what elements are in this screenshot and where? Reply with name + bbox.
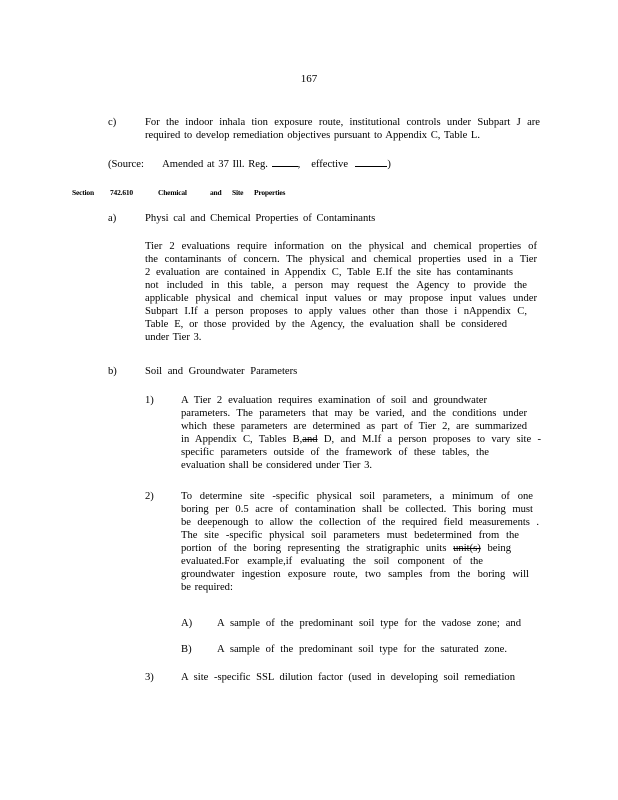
text-line: be deepenough to allow the collection of the required field measurements . [181, 517, 539, 528]
source-effective: effective [311, 159, 349, 170]
text-line: A Tier 2 evaluation requires examination of soil and groundwater [181, 395, 487, 406]
source-open: (Source: [108, 159, 144, 170]
item-b1-paragraph [181, 394, 542, 472]
item-a-label: a) [108, 213, 117, 224]
deleted-text: and [302, 434, 318, 445]
item-b3-label: 3) [145, 672, 154, 683]
item-c-text [145, 116, 540, 142]
section-title-4: Properties [254, 188, 286, 197]
text-line: be required: [181, 582, 233, 593]
text-line: groundwater ingestion exposure route, two samples from the boring will [181, 569, 529, 580]
text-line [181, 433, 541, 446]
text-line: under Tier 3. [145, 332, 202, 343]
item-b-label: b) [108, 366, 117, 377]
item-b2B-label: B) [181, 644, 192, 655]
item-b3-text: A site -specific SSL dilution factor (used in developing soil remediation [181, 672, 515, 683]
text-line: For the indoor inhala tion exposure route, institutional controls under Subpart J are [145, 117, 540, 128]
text-line: evaluated.For example,if evaluating the soil component of the [181, 556, 483, 567]
text-fragment: being [487, 543, 511, 554]
section-title-3: Site [232, 188, 244, 197]
text-line: 2 evaluation are contained in Appendix C, Table E.If the site has contaminants [145, 267, 513, 278]
text-line: not included in this table, a person may request the Agency to provide the [145, 280, 527, 291]
text-line: The site -specific physical soil parameters must bedetermined from the [181, 530, 519, 541]
item-b2-label: 2) [145, 491, 154, 502]
item-b2A-text: A sample of the predominant soil type for the vadose zone; and [217, 618, 521, 629]
section-title-1: Chemical [158, 188, 187, 197]
page-number: 167 [300, 73, 318, 85]
item-a-heading: Physi cal and Chemical Properties of Contaminants [145, 213, 376, 224]
source-note [108, 157, 408, 171]
text-fragment: D, and M.If a person proposes to vary site - [323, 434, 542, 445]
section-word: Section [72, 188, 94, 197]
text-line: evaluation shall be considered under Tier 3. [181, 460, 373, 471]
item-b2B-text: A sample of the predominant soil type for the saturated zone. [217, 644, 507, 655]
text-fragment: portion of the boring representing the stratigraphic units [181, 543, 447, 554]
section-title-2: and [210, 188, 222, 197]
source-amended: Amended at 37 Ill. Reg. [162, 159, 268, 170]
text-line: Subpart I.If a person proposes to apply values other than those i nAppendix C, [145, 306, 527, 317]
item-a-paragraph [145, 240, 537, 344]
text-fragment: in Appendix C, Tables B, [181, 434, 303, 445]
item-b2A-label: A) [181, 618, 193, 629]
item-c-label: c) [108, 117, 117, 128]
text-line: applicable physical and chemical input values or may propose input values under [145, 293, 537, 304]
register-blank [272, 157, 298, 167]
text-line: Table E, or those provided by the Agency, the evaluation shall be considered [145, 319, 507, 330]
deleted-text: unit(s) [453, 543, 481, 554]
text-line: specific parameters outside of the framework of these tables, the [181, 447, 489, 458]
text-line: which these parameters are determined as part of Tier 2, are summarized [181, 421, 527, 432]
section-number: 742.610 [110, 188, 133, 197]
item-b-heading: Soil and Groundwater Parameters [145, 366, 298, 377]
text-line: To determine site -specific physical soil parameters, a minimum of one [181, 491, 533, 502]
text-line: the contaminants of concern. The physical and chemical properties used in a Tier [145, 254, 537, 265]
text-line: Tier 2 evaluations require information on the physical and chemical properties of [145, 241, 537, 252]
effective-blank [355, 157, 387, 167]
source-comma: , [297, 159, 301, 170]
text-line: required to develop remediation objectives pursuant to Appendix C, Table L. [145, 130, 481, 141]
text-line: parameters. The parameters that may be varied, and the conditions under [181, 408, 527, 419]
source-close: ) [387, 159, 391, 170]
text-line [181, 542, 511, 555]
text-line: boring per 0.5 acre of contamination shall be collected. This boring must [181, 504, 533, 515]
item-b2-paragraph [181, 490, 539, 594]
item-b1-label: 1) [145, 395, 154, 406]
